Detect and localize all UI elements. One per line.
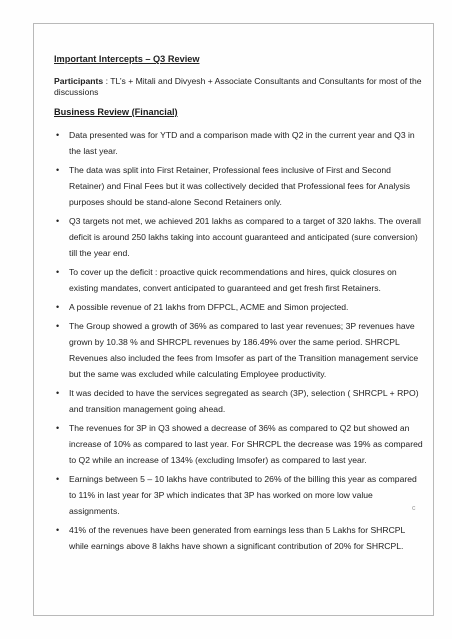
section-heading: Business Review (Financial) <box>54 107 178 117</box>
bullet-dot-icon: • <box>56 130 60 140</box>
bullet-item <box>54 213 424 261</box>
bullet-item <box>54 162 424 210</box>
bullet-dot-icon: • <box>56 525 60 535</box>
bullet-item <box>54 264 424 296</box>
bullet-text: Earnings between 5 – 10 lakhs have contributed to 26% of the billing this year as compared to 11% in last year for 3P which indicates that 3P has worked on more low value assignments. <box>69 474 417 516</box>
bullet-dot-icon: • <box>56 388 60 398</box>
bullet-text: The Group showed a growth of 36% as compared to last year revenues; 3P revenues have grown by 10.38 % and SHRCPL revenues by 186.49% over the same period. SHRCPL Revenues also included the fees from Imsofer as part of the Transition management service but the same was excluded while calculating Employee productivity. <box>69 321 419 379</box>
bullet-item <box>54 299 424 315</box>
bullet-dot-icon: • <box>56 216 60 226</box>
bullet-item <box>54 127 424 159</box>
participants-text: : TL’s + Mitali and Divyesh + Associate Consultants and Consultants for most of the discussions <box>54 76 422 97</box>
bullet-item <box>54 471 424 519</box>
bullet-text: The revenues for 3P in Q3 showed a decrease of 36% as compared to Q2 but showed an increase of 10% as compared to last year. For SHRCPL the decrease was 19% as compared to Q2 while an increase of 134% (excluding Imsofer) as compared to last year. <box>69 423 423 465</box>
bullet-text: The data was split into First Retainer, Professional fees inclusive of First and Second Retainer) and Final Fees but it was collectively decided that Professional fees for Analysis purposes should be stand-alone Second Retainers only. <box>69 165 411 207</box>
margin-mark: c <box>412 505 416 512</box>
document-title: Important Intercepts – Q3 Review <box>54 54 200 64</box>
bullet-dot-icon: • <box>56 302 60 312</box>
participants-line <box>54 76 424 98</box>
bullet-text: Q3 targets not met, we achieved 201 lakhs as compared to a target of 320 lakhs. The overall deficit is around 250 lakhs taking into account guaranteed and anticipated (sure conversion) till the year end. <box>69 216 421 258</box>
bullet-dot-icon: • <box>56 423 60 433</box>
bullet-item <box>54 522 424 554</box>
bullet-text: A possible revenue of 21 lakhs from DFPCL, ACME and Simon projected. <box>69 302 349 312</box>
bullet-text: It was decided to have the services segregated as search (3P), selection ( SHRCPL + RPO) and transition management going ahead. <box>69 388 419 414</box>
bullet-dot-icon: • <box>56 321 60 331</box>
bullet-list <box>54 127 424 554</box>
bullet-dot-icon: • <box>56 165 60 175</box>
bullet-item <box>54 385 424 417</box>
document-body <box>54 52 424 557</box>
bullet-dot-icon: • <box>56 474 60 484</box>
bullet-dot-icon: • <box>56 267 60 277</box>
bullet-text: 41% of the revenues have been generated from earnings less than 5 Lakhs for SHRCPL while earnings above 8 lakhs have shown a significant contribution of 20% for SHRCPL. <box>69 525 405 551</box>
participants-label: Participants <box>54 76 104 86</box>
bullet-text: Data presented was for YTD and a comparison made with Q2 in the current year and Q3 in the last year. <box>69 130 415 156</box>
bullet-item <box>54 420 424 468</box>
bullet-item <box>54 318 424 382</box>
bullet-text: To cover up the deficit : proactive quick recommendations and hires, quick closures on existing mandates, convert anticipated to guaranteed and get fresh first Retainers. <box>69 267 397 293</box>
